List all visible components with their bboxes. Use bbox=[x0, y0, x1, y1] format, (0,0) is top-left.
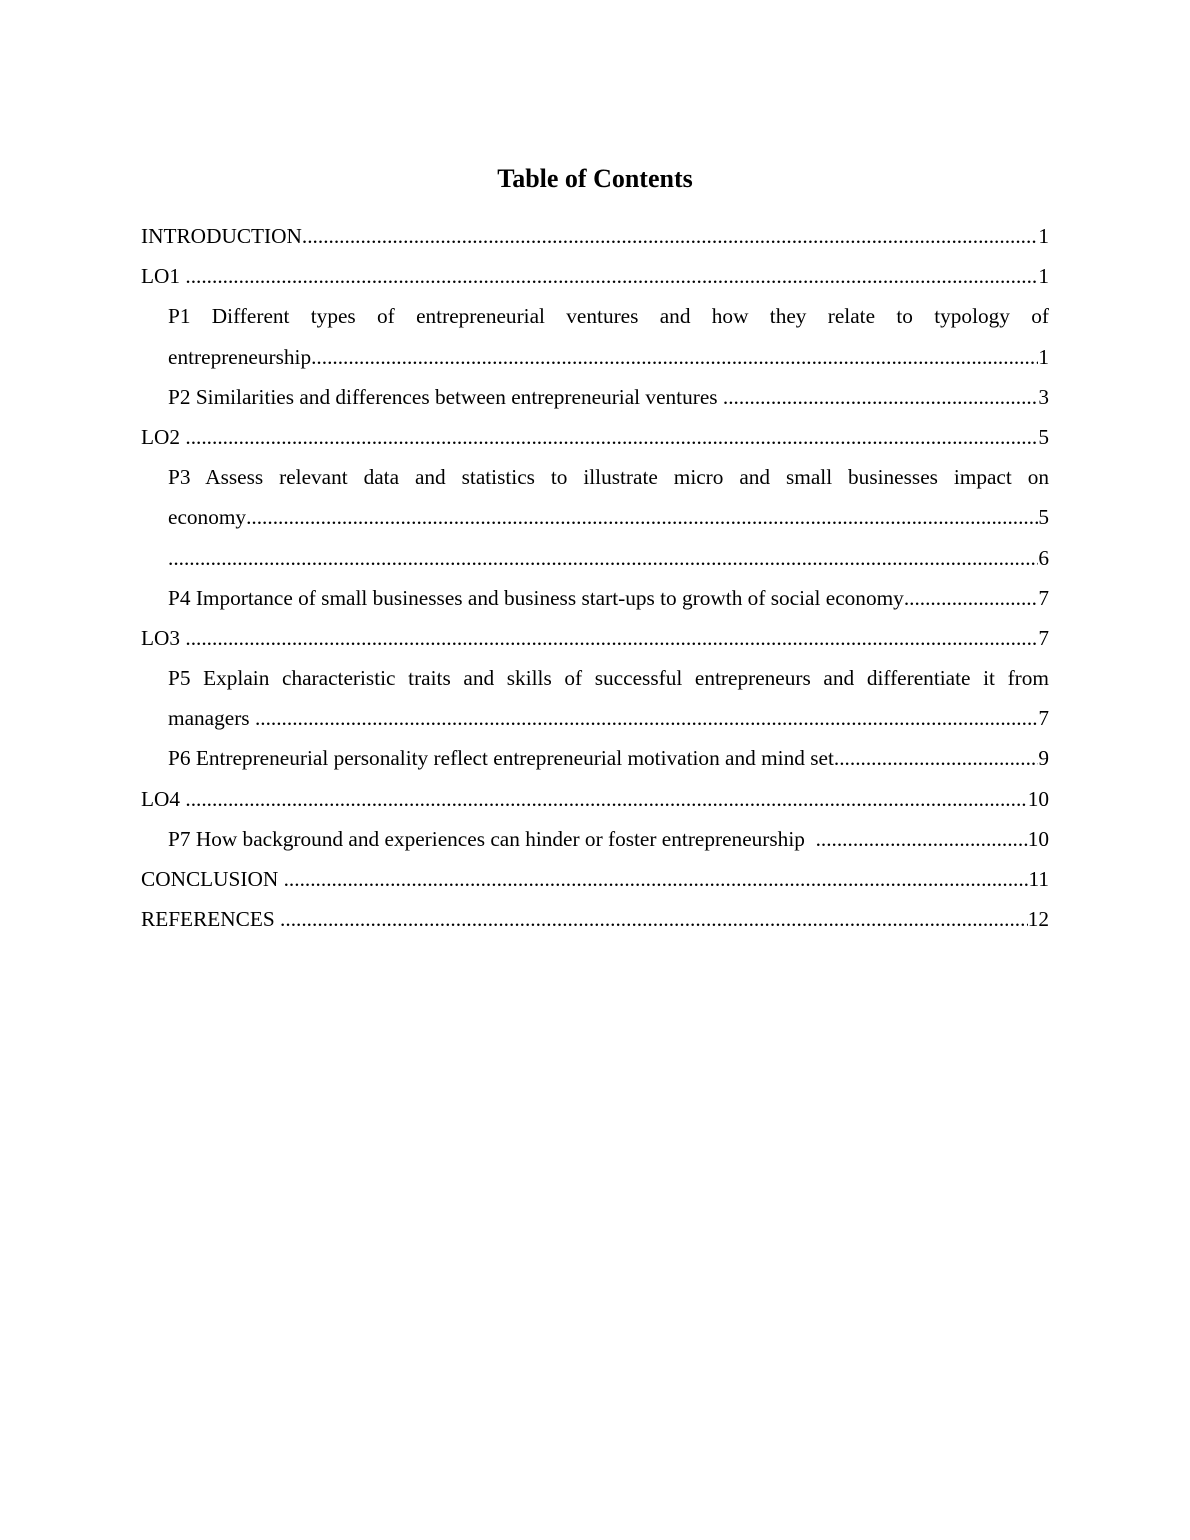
toc-entry[interactable] bbox=[141, 618, 1049, 658]
dot-leader bbox=[311, 337, 1038, 377]
toc-page-number: 7 bbox=[1038, 625, 1049, 650]
toc-page-number: 3 bbox=[1038, 384, 1049, 409]
toc-page-number: 7 bbox=[1038, 706, 1049, 731]
toc-page-number: 9 bbox=[1038, 746, 1049, 771]
toc-entry[interactable] bbox=[141, 578, 1049, 618]
toc-page-number: 5 bbox=[1038, 505, 1049, 530]
toc-page-number: 1 bbox=[1038, 224, 1049, 248]
toc-entry[interactable] bbox=[141, 256, 1049, 296]
toc-entry[interactable] bbox=[141, 658, 1049, 738]
dot-leader bbox=[185, 779, 1027, 819]
dot-leader bbox=[185, 618, 1038, 658]
toc-entry[interactable] bbox=[141, 899, 1049, 939]
toc-entry-text: LO3 bbox=[141, 625, 186, 650]
toc-entry[interactable] bbox=[141, 457, 1049, 537]
toc-entry[interactable] bbox=[141, 779, 1049, 819]
dot-leader bbox=[255, 698, 1038, 738]
dot-leader bbox=[284, 859, 1029, 899]
toc-page-number: 1 bbox=[1038, 344, 1049, 369]
toc-entry[interactable] bbox=[141, 859, 1049, 899]
toc-page-number: 10 bbox=[1027, 786, 1049, 811]
dot-leader bbox=[904, 578, 1039, 618]
toc-page-number: 11 bbox=[1028, 867, 1049, 891]
dot-leader bbox=[185, 256, 1038, 296]
toc-entry[interactable] bbox=[141, 296, 1049, 376]
dot-leader bbox=[168, 538, 1038, 578]
toc-page-number: 1 bbox=[1038, 264, 1049, 289]
toc-entry-text: LO1 bbox=[141, 264, 186, 289]
toc-entry-text: P6 Entrepreneurial personality reflect entrepreneurial motivation and mind set bbox=[168, 746, 834, 771]
toc-entry-text: economy bbox=[168, 505, 247, 530]
dot-leader bbox=[834, 738, 1038, 778]
dot-leader bbox=[723, 377, 1038, 417]
toc-list bbox=[141, 216, 1049, 939]
dot-leader bbox=[280, 899, 1028, 939]
toc-title: Table of Contents bbox=[497, 164, 693, 193]
toc-entry[interactable] bbox=[141, 538, 1049, 578]
toc-entry-text: P3 Assess relevant data and statistics to illustrate micro and small businesses impact on bbox=[168, 465, 1049, 490]
toc-page-number: 12 bbox=[1027, 907, 1049, 932]
toc-entry-text: P7 How background and experiences can hinder or foster entrepreneurship bbox=[168, 826, 816, 851]
toc-entry-text: P2 Similarities and differences between entrepreneurial ventures bbox=[168, 384, 723, 409]
dot-leader bbox=[302, 216, 1038, 256]
toc-page-number: 10 bbox=[1027, 826, 1049, 851]
toc-entry-text: P4 Importance of small businesses and business start-ups to growth of social economy bbox=[168, 585, 904, 610]
toc-page-number: 6 bbox=[1038, 545, 1049, 570]
toc-entry-text: CONCLUSION bbox=[141, 867, 284, 891]
toc-entry[interactable] bbox=[141, 417, 1049, 457]
toc-entry-text: LO2 bbox=[141, 424, 186, 449]
dot-leader bbox=[816, 819, 1028, 859]
toc-entry-text: P5 Explain characteristic traits and skills of successful entrepreneurs and differentiate it from bbox=[168, 666, 1049, 691]
toc-entry[interactable] bbox=[141, 819, 1049, 859]
toc-entry-text: REFERENCES bbox=[141, 907, 281, 932]
toc-entry-text: entrepreneurship bbox=[168, 344, 312, 369]
toc-entry-text: INTRODUCTION bbox=[141, 224, 302, 248]
toc-entry[interactable] bbox=[141, 738, 1049, 778]
dot-leader bbox=[185, 417, 1038, 457]
toc-entry[interactable] bbox=[141, 216, 1049, 256]
toc-entry-text: P1 Different types of entrepreneurial ventures and how they relate to typology of bbox=[168, 304, 1049, 329]
toc-page-number: 7 bbox=[1038, 585, 1049, 610]
dot-leader bbox=[246, 497, 1038, 537]
toc-entry-text: managers bbox=[168, 706, 255, 731]
toc-entry-text: LO4 bbox=[141, 786, 186, 811]
toc-page-number: 5 bbox=[1038, 424, 1049, 449]
toc-entry[interactable] bbox=[141, 377, 1049, 417]
